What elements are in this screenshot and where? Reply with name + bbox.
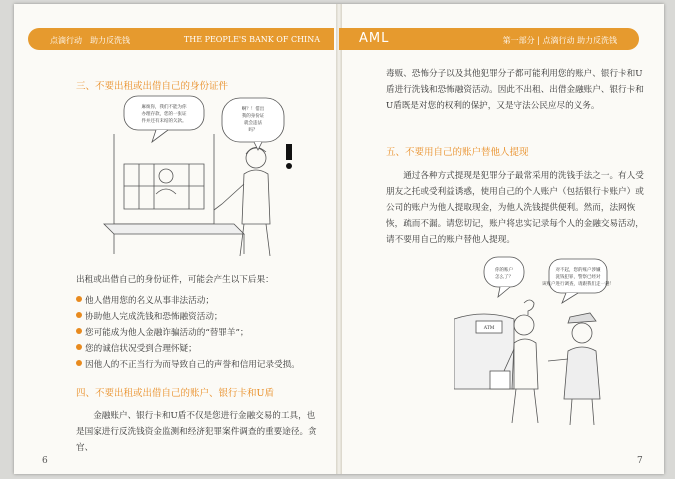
bubble-b-line-2: 我的身份证: [241, 114, 265, 119]
bullet-icon: [76, 360, 82, 366]
consequence-item: 您的诚信状况受到合理怀疑；: [76, 342, 197, 354]
page-number-right: 7: [637, 456, 643, 466]
section-5-text: 通过各种方式提现是犯罪分子最常采用的洗钱手法之一。有人受朋友之托或受利益诱惑，使用自己的个人账户（包括银行卡账户）或公司的账户为他人提取现金，为他人洗钱提供便利。然而，法网恢恢，疏而不漏。请您切记，账户将忠实记录每个人的金融交易活动，请不要用自己的账户替他人提现。: [386, 171, 644, 245]
bubble-d-line-1: 对不起，您的账户涉嫌: [555, 268, 601, 273]
bullet-icon: [76, 344, 82, 350]
consequence-item: 您可能成为他人金融诈骗活动的“替罪羊”；: [76, 326, 248, 338]
section-5-title: 五、不要用自己的账户替他人提现: [386, 147, 529, 158]
bullet-icon: [76, 312, 82, 318]
page-number-left: 6: [42, 456, 48, 466]
bubble-d-line-3: 该账户进行调查，请跟我们走一趟！: [542, 282, 614, 287]
bubble-a-line-2: 办理存款，您的一张证: [141, 112, 187, 117]
bullet-icon: [76, 328, 82, 334]
atm-sign: ATM: [483, 326, 495, 331]
left-header-band: [28, 28, 334, 50]
consequence-item: 协助他人完成洗钱和恐怖融资活动；: [76, 310, 223, 322]
bubble-b-line-1: 啊？！借出: [241, 107, 265, 112]
section-3-title: 三、不要出租或出借自己的身份证件: [76, 81, 229, 92]
bubble-b-line-4: 吗？: [248, 128, 258, 133]
bubble-c-line-1: 你的账户: [495, 268, 513, 273]
bubble-a-line-3: 件并还有未结的欠款。: [141, 119, 187, 124]
continued-text: 毒贩、恐怖分子以及其他犯罪分子都可能利用您的账户、银行卡和U盾进行洗钱和恐怖融资活动。因此不出租、出借金融账户、银行卡和U盾既是对您的权利的保护，又是守法公民应尽的义务。: [386, 69, 644, 111]
right-header-band: [339, 28, 639, 50]
book-spread: [14, 4, 664, 474]
bubble-d-line-2: 洗钱犯罪，警察已经对: [555, 275, 601, 280]
bullet-icon: [76, 296, 82, 302]
section-4-text: 金融账户、银行卡和U盾不仅是您进行金融交易的工具，也是国家进行反洗钱资金监测和经济犯罪案件调查的重要途径。贪官、: [76, 411, 317, 453]
consequence-item: 他人借用您的名义从事非法活动；: [76, 294, 214, 306]
consequences-intro: 出租或出借自己的身份证件，可能会产生以下后果：: [76, 275, 274, 285]
bubble-a-line-1: 麻烦你，我们不能为你: [141, 105, 187, 110]
left-header-slogan: 点滴行动 助力反洗钱: [50, 36, 130, 45]
consequence-item: 因他人的不正当行为而导致自己的声誉和信用记录受损。: [76, 358, 300, 370]
right-page: [339, 4, 664, 474]
section-4-title: 四、不要出租或出借自己的账户、银行卡和U盾: [76, 388, 275, 399]
aml-label: AML: [359, 31, 390, 46]
illustration-id-card-counter: [94, 94, 304, 262]
left-header-bank-name: THE PEOPLE'S BANK OF CHINA: [183, 35, 320, 44]
illustration-withdrawal-police: [454, 249, 654, 429]
bubble-b-line-3: 就会违法: [244, 121, 262, 126]
right-header-part: 第一部分 | 点滴行动 助力反洗钱: [502, 36, 617, 45]
exclamation-icon: [286, 144, 292, 169]
bubble-c-line-2: 怎么了？: [495, 275, 513, 280]
left-page: [14, 4, 339, 474]
